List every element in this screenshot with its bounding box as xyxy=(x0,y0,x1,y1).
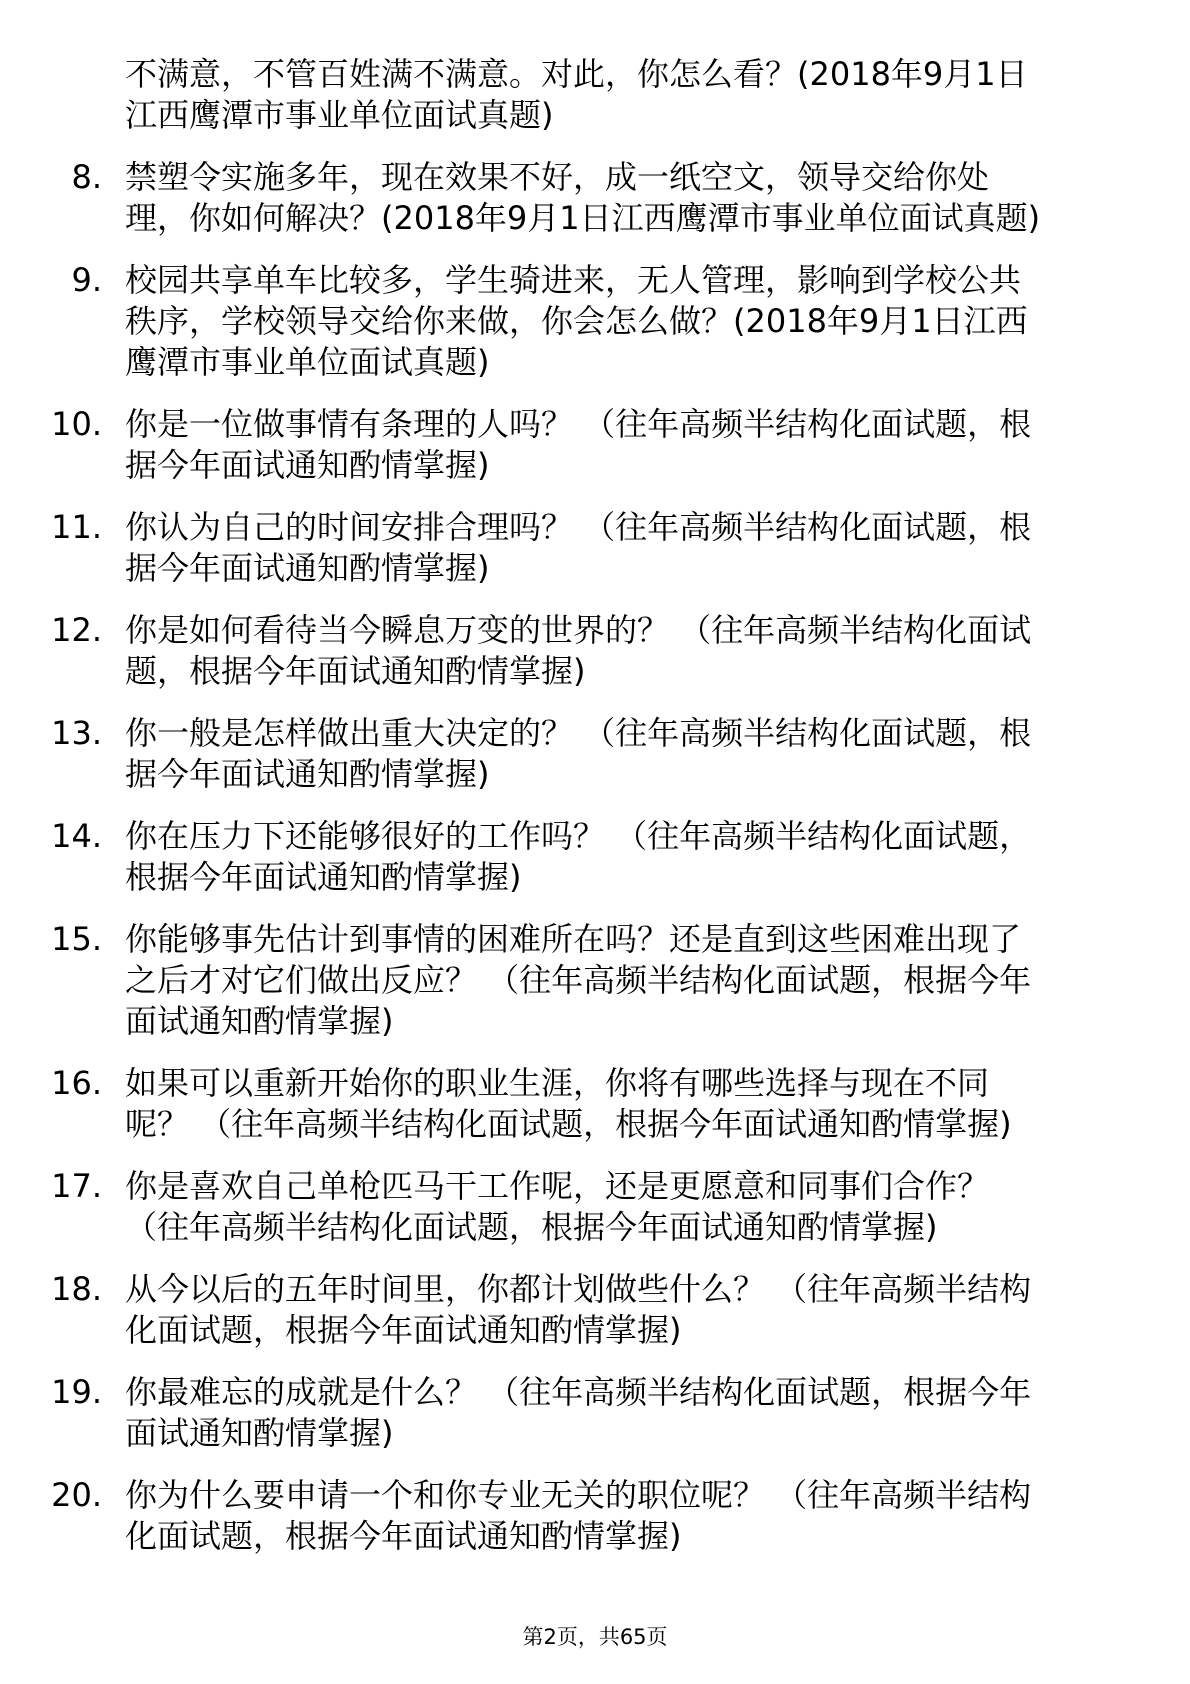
question-line: 化面试题，根据今年面试通知酌情掌握) xyxy=(125,1311,682,1349)
question-item-8 xyxy=(0,157,1190,239)
question-line: 面试通知酌情掌握) xyxy=(125,1002,394,1040)
question-text xyxy=(125,919,1165,1042)
question-text xyxy=(125,157,1165,239)
question-line: 秩序，学校领导交给你来做，你会怎么做？(2018年9月1日江西 xyxy=(125,302,1028,340)
question-line: 据今年面试通知酌情掌握) xyxy=(125,755,490,793)
question-line: 你认为自己的时间安排合理吗？ （往年高频半结构化面试题，根 xyxy=(125,508,1032,546)
question-item-18 xyxy=(0,1269,1190,1351)
question-line: 如果可以重新开始你的职业生涯，你将有哪些选择与现在不同 xyxy=(125,1064,990,1102)
question-line: 鹰潭市事业单位面试真题) xyxy=(125,343,490,381)
question-number: 15. xyxy=(51,920,102,958)
question-line: 从今以后的五年时间里，你都计划做些什么？ （往年高频半结构 xyxy=(125,1270,1032,1308)
question-item-20 xyxy=(0,1475,1190,1557)
question-line: 你是一位做事情有条理的人吗？ （往年高频半结构化面试题，根 xyxy=(125,405,1032,443)
question-item-17 xyxy=(0,1166,1190,1248)
question-number: 19. xyxy=(51,1373,102,1411)
question-text xyxy=(125,507,1165,589)
question-line: 根据今年面试通知酌情掌握) xyxy=(125,858,522,896)
question-text xyxy=(125,1269,1165,1351)
question-line: 面试通知酌情掌握) xyxy=(125,1414,394,1452)
question-number: 9. xyxy=(71,261,102,299)
question-item-15 xyxy=(0,919,1190,1042)
question-line: 化面试题，根据今年面试通知酌情掌握) xyxy=(125,1517,682,1555)
question-line: 你一般是怎样做出重大决定的？ （往年高频半结构化面试题，根 xyxy=(125,714,1032,752)
question-number: 18. xyxy=(51,1270,102,1308)
question-list xyxy=(0,54,1190,1578)
question-item-10 xyxy=(0,404,1190,486)
question-item-19 xyxy=(0,1372,1190,1454)
question-item-13 xyxy=(0,713,1190,795)
question-line: 不满意，不管百姓满不满意。对此，你怎么看？(2018年9月1日 xyxy=(125,55,1028,93)
question-number: 14. xyxy=(51,817,102,855)
question-number: 13. xyxy=(51,714,102,752)
question-item-11 xyxy=(0,507,1190,589)
question-text xyxy=(125,1063,1165,1145)
question-text xyxy=(125,260,1165,383)
question-line: 之后才对它们做出反应？ （往年高频半结构化面试题，根据今年 xyxy=(125,961,1032,999)
page-indicator: 第2页，共65页 xyxy=(522,1625,668,1649)
question-line: 禁塑令实施多年，现在效果不好，成一纸空文，领导交给你处 xyxy=(125,158,990,196)
question-line: 江西鹰潭市事业单位面试真题) xyxy=(125,96,554,134)
question-line: 据今年面试通知酌情掌握) xyxy=(125,446,490,484)
question-item-9 xyxy=(0,260,1190,383)
question-line: 你能够事先估计到事情的困难所在吗？还是直到这些困难出现了 xyxy=(125,920,1022,958)
question-text xyxy=(125,610,1165,692)
question-line: 题，根据今年面试通知酌情掌握) xyxy=(125,652,586,690)
question-text xyxy=(125,1372,1165,1454)
question-item-12 xyxy=(0,610,1190,692)
question-line: 你是喜欢自己单枪匹马干工作呢，还是更愿意和同事们合作？ xyxy=(125,1167,990,1205)
question-number: 12. xyxy=(51,611,102,649)
question-number: 8. xyxy=(71,158,102,196)
question-text xyxy=(125,1166,1165,1248)
question-line: 你是如何看待当今瞬息万变的世界的？ （往年高频半结构化面试 xyxy=(125,611,1032,649)
question-text xyxy=(125,54,1165,136)
question-text xyxy=(125,1475,1165,1557)
question-number: 10. xyxy=(51,405,102,443)
question-number: 17. xyxy=(51,1167,102,1205)
question-item-16 xyxy=(0,1063,1190,1145)
question-item-continued xyxy=(0,54,1190,136)
question-item-14 xyxy=(0,816,1190,898)
question-number: 16. xyxy=(51,1064,102,1102)
question-text xyxy=(125,816,1165,898)
question-line: 你最难忘的成就是什么？ （往年高频半结构化面试题，根据今年 xyxy=(125,1373,1032,1411)
question-number xyxy=(0,54,102,95)
question-text xyxy=(125,404,1165,486)
question-line: 理，你如何解决？(2018年9月1日江西鹰潭市事业单位面试真题) xyxy=(125,199,1041,237)
question-number: 11. xyxy=(51,508,102,546)
question-line: （往年高频半结构化面试题，根据今年面试通知酌情掌握) xyxy=(125,1208,938,1246)
question-line: 呢？ （往年高频半结构化面试题，根据今年面试通知酌情掌握) xyxy=(125,1105,1012,1143)
question-line: 你为什么要申请一个和你专业无关的职位呢？ （往年高频半结构 xyxy=(125,1476,1032,1514)
question-number: 20. xyxy=(51,1476,102,1514)
question-line: 校园共享单车比较多，学生骑进来，无人管理，影响到学校公共 xyxy=(125,261,1022,299)
question-line: 你在压力下还能够很好的工作吗？ （往年高频半结构化面试题， xyxy=(125,817,1032,855)
question-line: 据今年面试通知酌情掌握) xyxy=(125,549,490,587)
question-text xyxy=(125,713,1165,795)
